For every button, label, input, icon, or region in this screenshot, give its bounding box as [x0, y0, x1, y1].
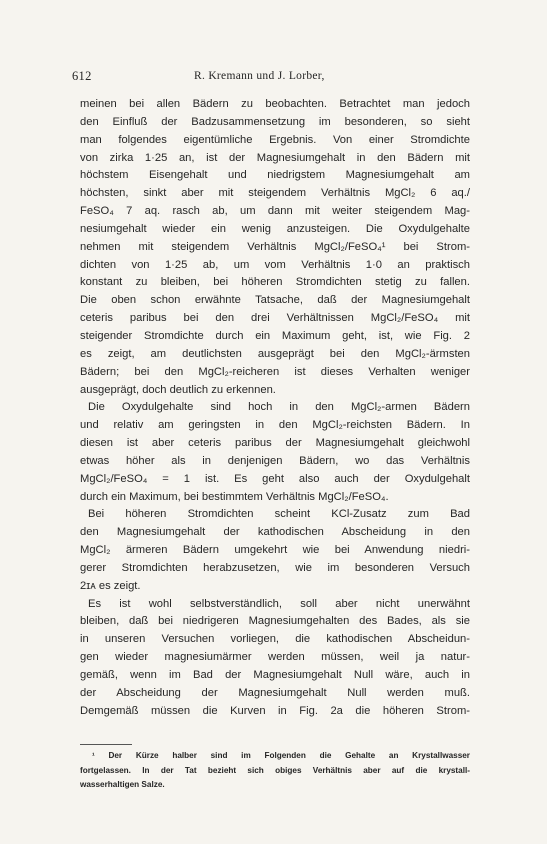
text-line: 2ɪᴀ es zeigt.	[80, 579, 141, 592]
footnote-line: ¹ Der Kürze halber sind im Folgenden die Gehalte an Krystallwasser	[92, 751, 470, 760]
text-line: steigender Stromdichte durch ein Maximum geht, ist, wie Fig. 2	[80, 329, 470, 342]
page-number: 612	[72, 69, 92, 83]
text-line: bleiben, daß bei niedrigeren Magnesiumgehalten des Bades, als sie	[80, 615, 470, 628]
running-title: R. Kremann und J. Lorber,	[194, 70, 325, 82]
footnote-line: fortgelassen. In der Tat bezieht sich obiges Verhältnis aber auf die krystall-	[80, 765, 470, 775]
body-text	[80, 96, 470, 721]
text-line: gerer Stromdichten herabzusetzen, wie im besonderen Versuch	[80, 561, 470, 574]
text-line: in unseren Versuchen vorliegen, die kathodischen Abscheidun-	[80, 633, 470, 646]
text-line: von zirka 1·25 an, ist der Magnesiumgehalt in den Bädern mit	[80, 151, 470, 164]
text-line: meinen bei allen Bädern zu beobachten. Betrachtet man jedoch	[80, 98, 470, 110]
text-line: Bei höheren Stromdichten scheint KCl-Zusatz zum Bad	[88, 508, 470, 521]
footnote	[80, 749, 470, 793]
text-line: man folgendes eigentümliche Ergebnis. Von einer Stromdichte	[80, 133, 470, 146]
text-line: Demgemäß müssen die Kurven in Fig. 2a die höheren Strom-	[80, 704, 470, 717]
text-line: ausgeprägt, doch deutlich zu erkennen.	[80, 383, 276, 396]
text-line: diesen ist aber ceteris paribus der Magnesiumgehalt gleichwohl	[80, 437, 470, 450]
text-line: höchstem Eisengehalt und niedrigstem Magnesiumgehalt am	[80, 169, 470, 182]
text-line: gemäß, wenn im Bad der Magnesiumgehalt Null wäre, auch in	[80, 669, 470, 681]
text-line: MgCl₂ ärmeren Bädern umgekehrt wie bei Anwendung niedri-	[80, 544, 470, 557]
text-line: durch ein Maximum, bei bestimmtem Verhältnis MgCl₂/FeSO₄.	[80, 490, 389, 503]
text-line: den Magnesiumgehalt der kathodischen Abscheidung in den	[80, 526, 470, 539]
text-line: FeSO₄ 7 aq. rasch ab, um dann mit weiter steigendem Mag-	[80, 205, 470, 218]
text-line: gen wieder magnesiumärmer werden müssen, weil ja natur-	[80, 651, 470, 664]
text-line: es zeigt, am deutlichsten ausgeprägt bei den MgCl₂-ärmsten	[80, 347, 470, 360]
text-line: Die oben schon erwähnte Tatsache, daß der Magnesiumgehalt	[80, 294, 470, 307]
text-line: MgCl₂/FeSO₄ = 1 ist. Es geht also auch der Oxydulgehalt	[80, 472, 470, 485]
text-line: höchsten, sinkt aber mit steigendem Verhältnis MgCl₂ 6 aq./	[80, 187, 470, 200]
text-line: nesiumgehalt wieder ein wenig anzusteigen. Die Oxydulgehalte	[80, 222, 470, 235]
text-line: der Abscheidung der Magnesiumgehalt Null werden muß.	[80, 686, 470, 699]
footnote-divider	[80, 744, 132, 745]
text-line: den Einfluß der Badzusammensetzung im besonderen, so sieht	[80, 115, 470, 128]
text-line: dichten von 1·25 ab, um vom Verhältnis 1·0 an praktisch	[80, 258, 470, 271]
text-line: Es ist wohl selbstverständlich, soll aber nicht unerwähnt	[88, 597, 470, 610]
footnote-line: wasserhaltigen Salze.	[80, 780, 165, 789]
text-line: konstant zu bleiben, bei höheren Stromdichten stetig zu fallen.	[80, 276, 470, 289]
text-line: nehmen mit steigendem Verhältnis MgCl₂/FeSO₄¹ bei Strom-	[80, 240, 470, 253]
text-line: Bädern; bei den MgCl₂-reicheren ist dieses Verhalten weniger	[80, 365, 470, 378]
text-line: und relativ am geringsten in den MgCl₂-reichsten Bädern. In	[80, 419, 470, 432]
text-line: Die Oxydulgehalte sind hoch in den MgCl₂-armen Bädern	[88, 401, 470, 414]
text-line: ceteris paribus bei den drei Verhältnissen MgCl₂/FeSO₄ mit	[80, 312, 470, 325]
text-line: etwas höher als in denjenigen Bädern, wo das Verhältnis	[80, 454, 470, 467]
